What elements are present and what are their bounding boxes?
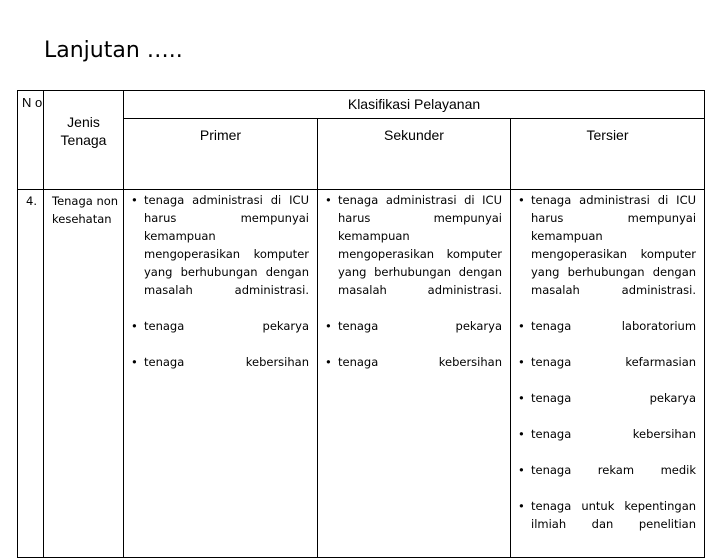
primer-cell [124,190,318,558]
classification-table [17,90,705,558]
header-sekunder-label: Sekunder [384,127,444,143]
table-row [18,190,705,558]
list-item: • tenaga untuk kepentingan ilmiah dan penelitian [515,497,696,551]
primer-list [124,190,317,395]
list-item: • tenaga kebersihan [515,425,696,461]
header-tersier-label: Tersier [586,127,629,143]
header-jenis-label: Jenis Tenaga [60,114,107,148]
header-klasifikasi-label: Klasifikasi Pelayanan [347,96,481,112]
header-row-top [18,91,705,119]
list-item: • tenaga administrasi di ICU harus mempunyai kemampuan mengoperasikan komputer yang berhubungan dengan masalah administrasi. [322,191,502,317]
header-primer-label: Primer [199,127,242,143]
row-no [18,190,44,558]
list-item: • tenaga administrasi di ICU harus mempunyai kemampuan mengoperasikan komputer yang berhubungan dengan masalah administrasi. [515,191,696,317]
list-item: • tenaga laboratorium [515,317,696,353]
header-klasifikasi [124,91,705,119]
sekunder-cell [318,190,511,558]
header-sekunder [318,119,511,190]
page-title: Lanjutan ….. [44,38,183,63]
list-item: • tenaga administrasi di ICU harus mempunyai kemampuan mengoperasikan komputer yang berhubungan dengan masalah administrasi. [128,191,309,317]
list-item: • tenaga pekarya [322,317,502,353]
header-tersier [511,119,705,190]
list-item: • tenaga kebersihan [128,353,309,389]
header-primer [124,119,318,190]
header-jenis [44,91,124,190]
list-item: • tenaga kebersihan [322,353,502,389]
row-jenis [44,190,124,558]
header-no [18,91,44,190]
list-item: • tenaga pekarya [128,317,309,353]
row-jenis-label: Tenaga non kesehatan [52,194,119,226]
list-item: • tenaga kefarmasian [515,353,696,389]
list-item: • tenaga pekarya [515,389,696,425]
row-no-label: 4. [26,194,37,208]
header-no-label: N o [22,95,43,110]
tersier-list [511,190,704,557]
tersier-cell [511,190,705,558]
sekunder-list [318,190,510,395]
list-item: • tenaga rekam medik [515,461,696,497]
